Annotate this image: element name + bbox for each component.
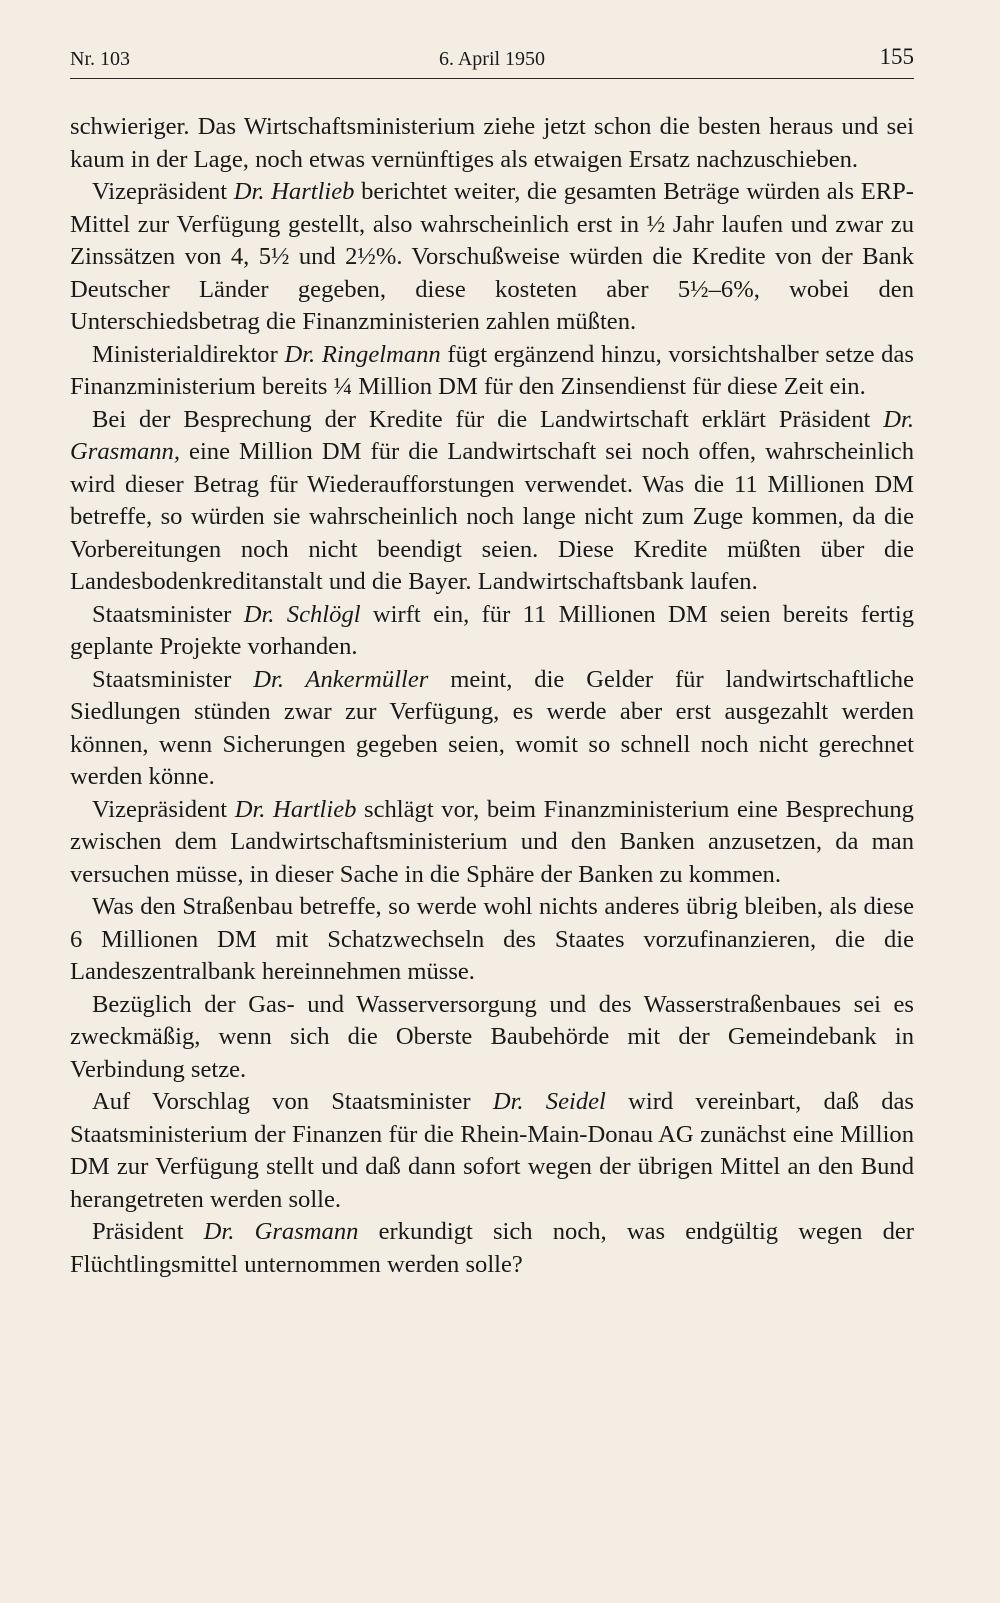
paragraph bbox=[70, 1086, 914, 1216]
speaker-name: Dr. Seidel bbox=[492, 1088, 606, 1115]
paragraph bbox=[70, 111, 914, 176]
running-header bbox=[70, 40, 914, 79]
speaker-name: Dr. Ringelmann bbox=[284, 340, 441, 368]
paragraph-text: Ministerialdirektor bbox=[92, 340, 285, 368]
paragraph-text: Was den Straßenbau betreffe, so werde wohl nichts anderes übrig bleiben, als diese 6 Millionen DM mit Schatzwechseln des Staates vorzufinanzieren, die die Landeszentralbank hereinnehmen müsse. bbox=[70, 893, 914, 985]
paragraph-text: Bezüglich der Gas- und Wasserversorgung und des Wasserstraßenbaues sei es zweckmäßig, wenn sich die Oberste Baubehörde mit der Gemeindebank in Verbindung setze. bbox=[70, 990, 914, 1083]
paragraph-text: schlägt vor, beim Finanzministerium eine Besprechung zwischen dem Landwirtschaftsministerium und den Banken anzusetzen, da man versuchen müsse, in dieser Sache in die Sphäre der Banken zu kommen. bbox=[70, 795, 914, 888]
paragraph-text: Vizepräsident bbox=[92, 795, 235, 823]
paragraph bbox=[70, 989, 914, 1087]
paragraph-text: Vizepräsident bbox=[92, 178, 234, 205]
page bbox=[70, 40, 914, 1281]
speaker-name: Dr. Hartlieb bbox=[234, 795, 357, 823]
body-text bbox=[70, 111, 914, 1281]
speaker-name: Dr. Grasmann, bbox=[70, 405, 914, 465]
paragraph bbox=[70, 599, 914, 664]
paragraph bbox=[70, 794, 914, 892]
paragraph bbox=[70, 891, 914, 989]
document-date: 6. April 1950 bbox=[438, 48, 546, 70]
paragraph bbox=[70, 1216, 914, 1281]
paragraph-text: schwieriger. Das Wirtschaftsministerium ziehe jetzt schon die besten heraus und sei kaum in der Lage, noch etwas vernünftiges als etwaigen Ersatz nachzuschieben. bbox=[70, 113, 914, 173]
paragraph-text: fügt ergänzend hinzu, vorsichtshalber setze das Finanzministerium bereits ¼ Million DM für den Zinsendienst für diese Zeit ein. bbox=[70, 340, 914, 400]
paragraph bbox=[70, 664, 914, 794]
paragraph bbox=[70, 404, 914, 599]
paragraph-text: wirft ein, für 11 Millionen DM seien bereits fertig geplante Projekte vorhanden. bbox=[70, 600, 915, 660]
paragraph-text: Staatsminister bbox=[92, 600, 244, 628]
page-number: 155 bbox=[879, 44, 914, 69]
paragraph-text: Bei der Besprechung der Kredite für die Landwirtschaft erklärt Präsident bbox=[92, 405, 884, 433]
speaker-name: Dr. Grasmann bbox=[203, 1218, 359, 1245]
paragraph bbox=[70, 339, 914, 404]
document-number: Nr. 103 bbox=[70, 48, 130, 70]
paragraph-text: Präsident bbox=[92, 1218, 204, 1245]
paragraph-text: meint, die Gelder für landwirtschaftliche Siedlungen stünden zwar zur Verfügung, es werde aber erst ausgezahlt werden können, wenn Sicherungen gegeben seien, womit so schnell noch nicht gerechnet werden könne. bbox=[70, 665, 915, 790]
paragraph-text: Auf Vorschlag von Staatsminister bbox=[92, 1088, 493, 1115]
speaker-name: Dr. Ankermüller bbox=[253, 665, 429, 693]
paragraph-text: eine Million DM für die Landwirtschaft sei noch offen, wahrscheinlich wird dieser Betrag für Wiederaufforstungen verwendet. Was die 11 Millionen DM betreffe, so würden sie wahrscheinlich noch lange nicht zum Zuge kommen, da die Vorbereitungen noch nicht beendigt seien. Diese Kredite müßten über die Landesbodenkreditanstalt und die Bayer. Landwirtschaftsbank laufen. bbox=[70, 438, 914, 595]
speaker-name: Dr. Hartlieb bbox=[233, 178, 355, 205]
paragraph-text: wird vereinbart, daß das Staatsministerium der Finanzen für die Rhein-Main-Donau AG zunächst eine Million DM zur Verfügung stellt und daß dann sofort wegen der übrigen Mittel an den Bund herangetreten werden solle. bbox=[70, 1088, 914, 1213]
paragraph-text: Staatsminister bbox=[92, 665, 254, 693]
paragraph-text: erkundigt sich noch, was endgültig wegen der Flüchtlingsmittel unternommen werden solle? bbox=[70, 1218, 914, 1278]
paragraph bbox=[70, 176, 914, 339]
speaker-name: Dr. Schlögl bbox=[243, 600, 361, 628]
paragraph-text: berichtet weiter, die gesamten Beträge würden als ERP-Mittel zur Verfügung gestellt, also wahrscheinlich erst in ½ Jahr laufen und zwar zu Zinssätzen von 4, 5½ und 2½%. Vorschußweise würden die Kredite von der Bank Deutscher Länder gegeben, diese kosteten aber 5½–6%, wobei den Unterschiedsbetrag die Finanzministerien zahlen müßten. bbox=[70, 178, 915, 335]
